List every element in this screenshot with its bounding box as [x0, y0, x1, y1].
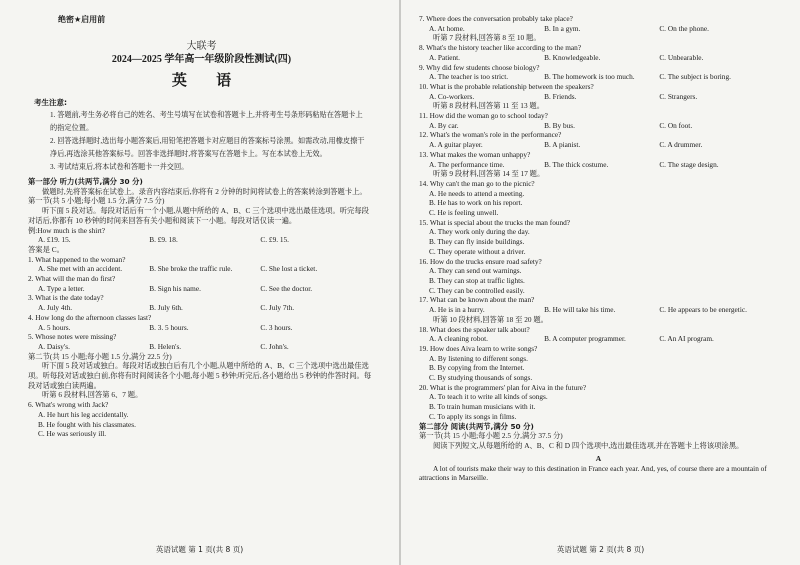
question-14-option-a: A. He needs to attend a meeting. [429, 188, 525, 198]
option: C. Unbearable. [659, 52, 704, 62]
question-7: 7. Where does the conversation probably take place? [419, 14, 573, 23]
option: C. £9. 15. [260, 235, 289, 245]
passage-label: A [595, 453, 602, 463]
part1-heading: 第一部分 听力(共两节,满分 30 分) [28, 177, 143, 186]
dialog-9-instruction: 听第 9 段材料,回答第 14 至 17 题。 [433, 169, 545, 179]
option: B. The thick costume. [544, 159, 609, 169]
question-16-option-c: C. They can be controlled easily. [429, 285, 525, 295]
question-1: 1. What happened to the woman? [28, 254, 126, 264]
question-9: 9. Why did few students choose biology? [419, 62, 540, 72]
question-16: 16. How do the trucks ensure road safety? [419, 256, 542, 266]
option: B. He will take his time. [544, 305, 616, 315]
question-20-option-c: C. To apply its songs in films. [429, 411, 517, 421]
option: C. The stage design. [659, 159, 719, 169]
option: C. July 7th. [260, 303, 295, 313]
option: C. Strangers. [659, 91, 698, 101]
option: C. See the doctor. [260, 283, 313, 293]
question-3-options [28, 303, 375, 313]
option: B. £9. 18. [149, 235, 178, 245]
option: A. A guitar player. [429, 140, 483, 150]
option: B. A computer programmer. [544, 334, 626, 344]
notice-heading: 考生注意: [34, 98, 67, 107]
question-8: 8. What's the history teacher like according to the man? [419, 43, 582, 53]
dialog-7-instruction: 听第 7 段材料,回答第 8 至 10 题。 [433, 33, 541, 43]
example-answer: 答案是 C。 [28, 244, 64, 254]
option: B. Helen's. [149, 341, 182, 351]
option: B. She broke the traffic rule. [149, 264, 233, 274]
question-17-options [419, 305, 778, 315]
option: A. Daisy's. [38, 341, 70, 351]
question-6-option-b: B. He fought with his classmates. [38, 419, 136, 429]
option: B. A pianist. [544, 140, 581, 150]
option: A. A cleaning robot. [429, 334, 488, 344]
option: A. She met with an accident. [38, 264, 123, 274]
option: C. John's. [260, 341, 289, 351]
question-10: 10. What is the probable relationship between the speakers? [419, 81, 594, 91]
question-17: 17. What can be known about the man? [419, 295, 535, 305]
part2-heading: 第二部分 阅读(共两节,满分 50 分) [419, 421, 534, 431]
page-footer: 英语试题 第 1 页(共 8 页) [155, 545, 244, 554]
option: C. A drummer. [659, 140, 703, 150]
question-15: 15. What is special about the trucks the man found? [419, 217, 571, 227]
exam-page-2 [401, 0, 800, 565]
dialog-8-instruction: 听第 8 段材料,回答第 11 至 13 题。 [433, 101, 545, 111]
question-15-option-b: B. They can fly inside buildings. [429, 237, 525, 247]
notice-3: 3. 考试结束后,将本试卷和答题卡一并交回。 [50, 163, 189, 171]
option: B. Friends. [544, 91, 577, 101]
question-19-option-b: B. By copying from the Internet. [429, 363, 525, 373]
question-14: 14. Why can't the man go to the picnic? [419, 178, 535, 188]
option: A. Type a letter. [38, 283, 85, 293]
question-7-options [419, 24, 778, 34]
question-5-options [28, 342, 375, 352]
question-15-option-c: C. They operate without a driver. [429, 246, 526, 256]
option: B. By bus. [544, 120, 575, 130]
notice-2: 2. 回答选择题时,选出每小题答案后,用铅笔把答题卡对应题目的答案标号涂黑。如需改动,用橡皮擦干净后,再选涂其他答案标号。回答非选择题时,将答案写在答题卡上。写在本试卷上无效。 [50, 137, 365, 158]
question-12-options [419, 140, 778, 150]
subject-title: 英 语 [171, 71, 244, 89]
option: B. In a gym. [544, 23, 581, 33]
example-options [28, 235, 375, 245]
option: A. At home. [429, 23, 465, 33]
notice-1: 1. 答题前,考生务必将自己的姓名、考生号填写在试卷和答题卡上,并将考生号条形码粘贴在答题卡上的指定位置。 [50, 111, 363, 132]
dialog-6-instruction: 听第 6 段材料,回答第 6、7 题。 [42, 390, 143, 400]
question-16-option-b: B. They can stop at traffic lights. [429, 275, 525, 285]
option: B. The homework is too much. [544, 72, 635, 82]
question-10-options [419, 92, 778, 102]
question-20: 20. What is the programmers' plan for Aiva in the future? [419, 382, 587, 392]
exam-page-1 [0, 0, 399, 565]
question-4: 4. How long do the afternoon classes last? [28, 312, 152, 322]
question-6-option-c: C. He was seriously ill. [38, 429, 107, 439]
option: A. He is in a hurry. [429, 305, 485, 315]
section1-heading: 第一节(共 5 小题;每小题 1.5 分,满分 7.5 分) [28, 196, 165, 206]
passage-text: A lot of tourists make their way to this destination in France each year. And, yes, of course there are a mountain of attractions in Marseille. [419, 463, 767, 483]
exam-title: 2024—2025 学年高一年级阶段性测试(四) [111, 54, 292, 65]
question-3: 3. What is the date today? [28, 293, 104, 303]
question-15-option-a: A. They work only during the day. [429, 227, 530, 237]
confidential-mark: 绝密★启用前 [58, 15, 106, 24]
question-6: 6. What's wrong with Jack? [28, 400, 109, 410]
option: C. On the phone. [659, 23, 709, 33]
question-14-option-b: B. He has to work on his report. [429, 198, 523, 208]
question-12: 12. What's the woman's role in the performance? [419, 130, 562, 140]
section2-heading: 第二节(共 15 小题;每小题 1.5 分,满分 22.5 分) [28, 351, 172, 361]
option: B. Knowledgeable. [544, 52, 601, 62]
question-20-option-b: B. To train human musicians with it. [429, 402, 536, 412]
option: C. The subject is boring. [659, 72, 731, 82]
question-19-option-a: A. By listening to different songs. [429, 353, 528, 363]
dialog-10-instruction: 听第 10 段材料,回答第 18 至 20 题。 [433, 314, 548, 324]
question-16-option-a: A. They can send out warnings. [429, 266, 522, 276]
question-5: 5. Whose notes were missing? [28, 332, 117, 342]
option: B. 3. 5 hours. [149, 322, 189, 332]
section2-intro: 听下面 5 段对话或独白。每段对话或独白后有几个小题,从题中所给的 A、B、C 三个选项中选出最佳选项。听每段对话或独白前,你将有时间阅读各个小题,每小题 5 秒钟;听完后,各小题给出 5 秒钟的作答时间。每段对话或独白读两遍。 [28, 361, 372, 390]
option: C. 3 hours. [260, 322, 293, 332]
question-18: 18. What does the speaker talk about? [419, 324, 530, 334]
example-question: 例:How much is the shirt? [28, 225, 106, 235]
question-19: 19. How does Aiva learn to write songs? [419, 343, 538, 353]
question-13: 13. What makes the woman unhappy? [419, 149, 531, 159]
option: A. Patient. [429, 52, 461, 62]
question-9-options [419, 72, 778, 82]
option: A. July 4th. [38, 303, 73, 313]
section1-intro: 听下面 5 段对话。每段对话后有一个小题,从题中所给的 A、B、C 三个选项中选出最佳选项。听完每段对话后,你都有 10 秒钟的时间来回答有关小题和阅读下一小题。每段对话仅读一遍。 [28, 206, 369, 225]
question-18-options [419, 334, 778, 344]
part1-intro: 做题时,先将答案标在试卷上。录音内容结束后,你将有 2 分钟的时间将试卷上的答案转涂到答题卡上。 [42, 186, 367, 196]
question-8-options [419, 53, 778, 63]
question-11: 11. How did the woman go to school today? [419, 111, 548, 121]
question-11-options [419, 121, 778, 131]
question-19-option-c: C. By studying thousands of songs. [429, 373, 533, 383]
question-2-options [28, 284, 375, 294]
option: B. July 6th. [149, 303, 183, 313]
exam-organizer: 大联考 [186, 41, 217, 52]
option: A. By car. [429, 120, 459, 130]
option: A. 5 hours. [38, 322, 71, 332]
question-14-option-c: C. He is feeling unwell. [429, 208, 499, 218]
option: A. £19. 15. [38, 235, 71, 245]
option: A. The performance time. [429, 159, 505, 169]
option: C. He appears to be energetic. [659, 305, 747, 315]
reading-section1-intro: 阅读下列短文,从每题所给的 A、B、C 和 D 四个选项中,选出最佳选项,并在答题卡上将该项涂黑。 [433, 440, 744, 450]
option: B. Sign his name. [149, 283, 201, 293]
question-4-options [28, 323, 375, 333]
question-13-options [419, 160, 778, 170]
option: A. The teacher is too strict. [429, 72, 509, 82]
option: C. On foot. [659, 120, 693, 130]
option: C. An AI program. [659, 334, 714, 344]
question-2: 2. What will the man do first? [28, 274, 116, 284]
option: A. Co-workers. [429, 91, 475, 101]
option: C. She lost a ticket. [260, 264, 318, 274]
question-6-option-a: A. He hurt his leg accidentally. [38, 409, 129, 419]
question-20-option-a: A. To teach it to write all kinds of songs. [429, 392, 548, 402]
question-1-options [28, 264, 375, 274]
reading-section1-heading: 第一节(共 15 小题;每小题 2.5 分,满分 37.5 分) [419, 431, 563, 441]
page-footer: 英语试题 第 2 页(共 8 页) [556, 545, 645, 554]
